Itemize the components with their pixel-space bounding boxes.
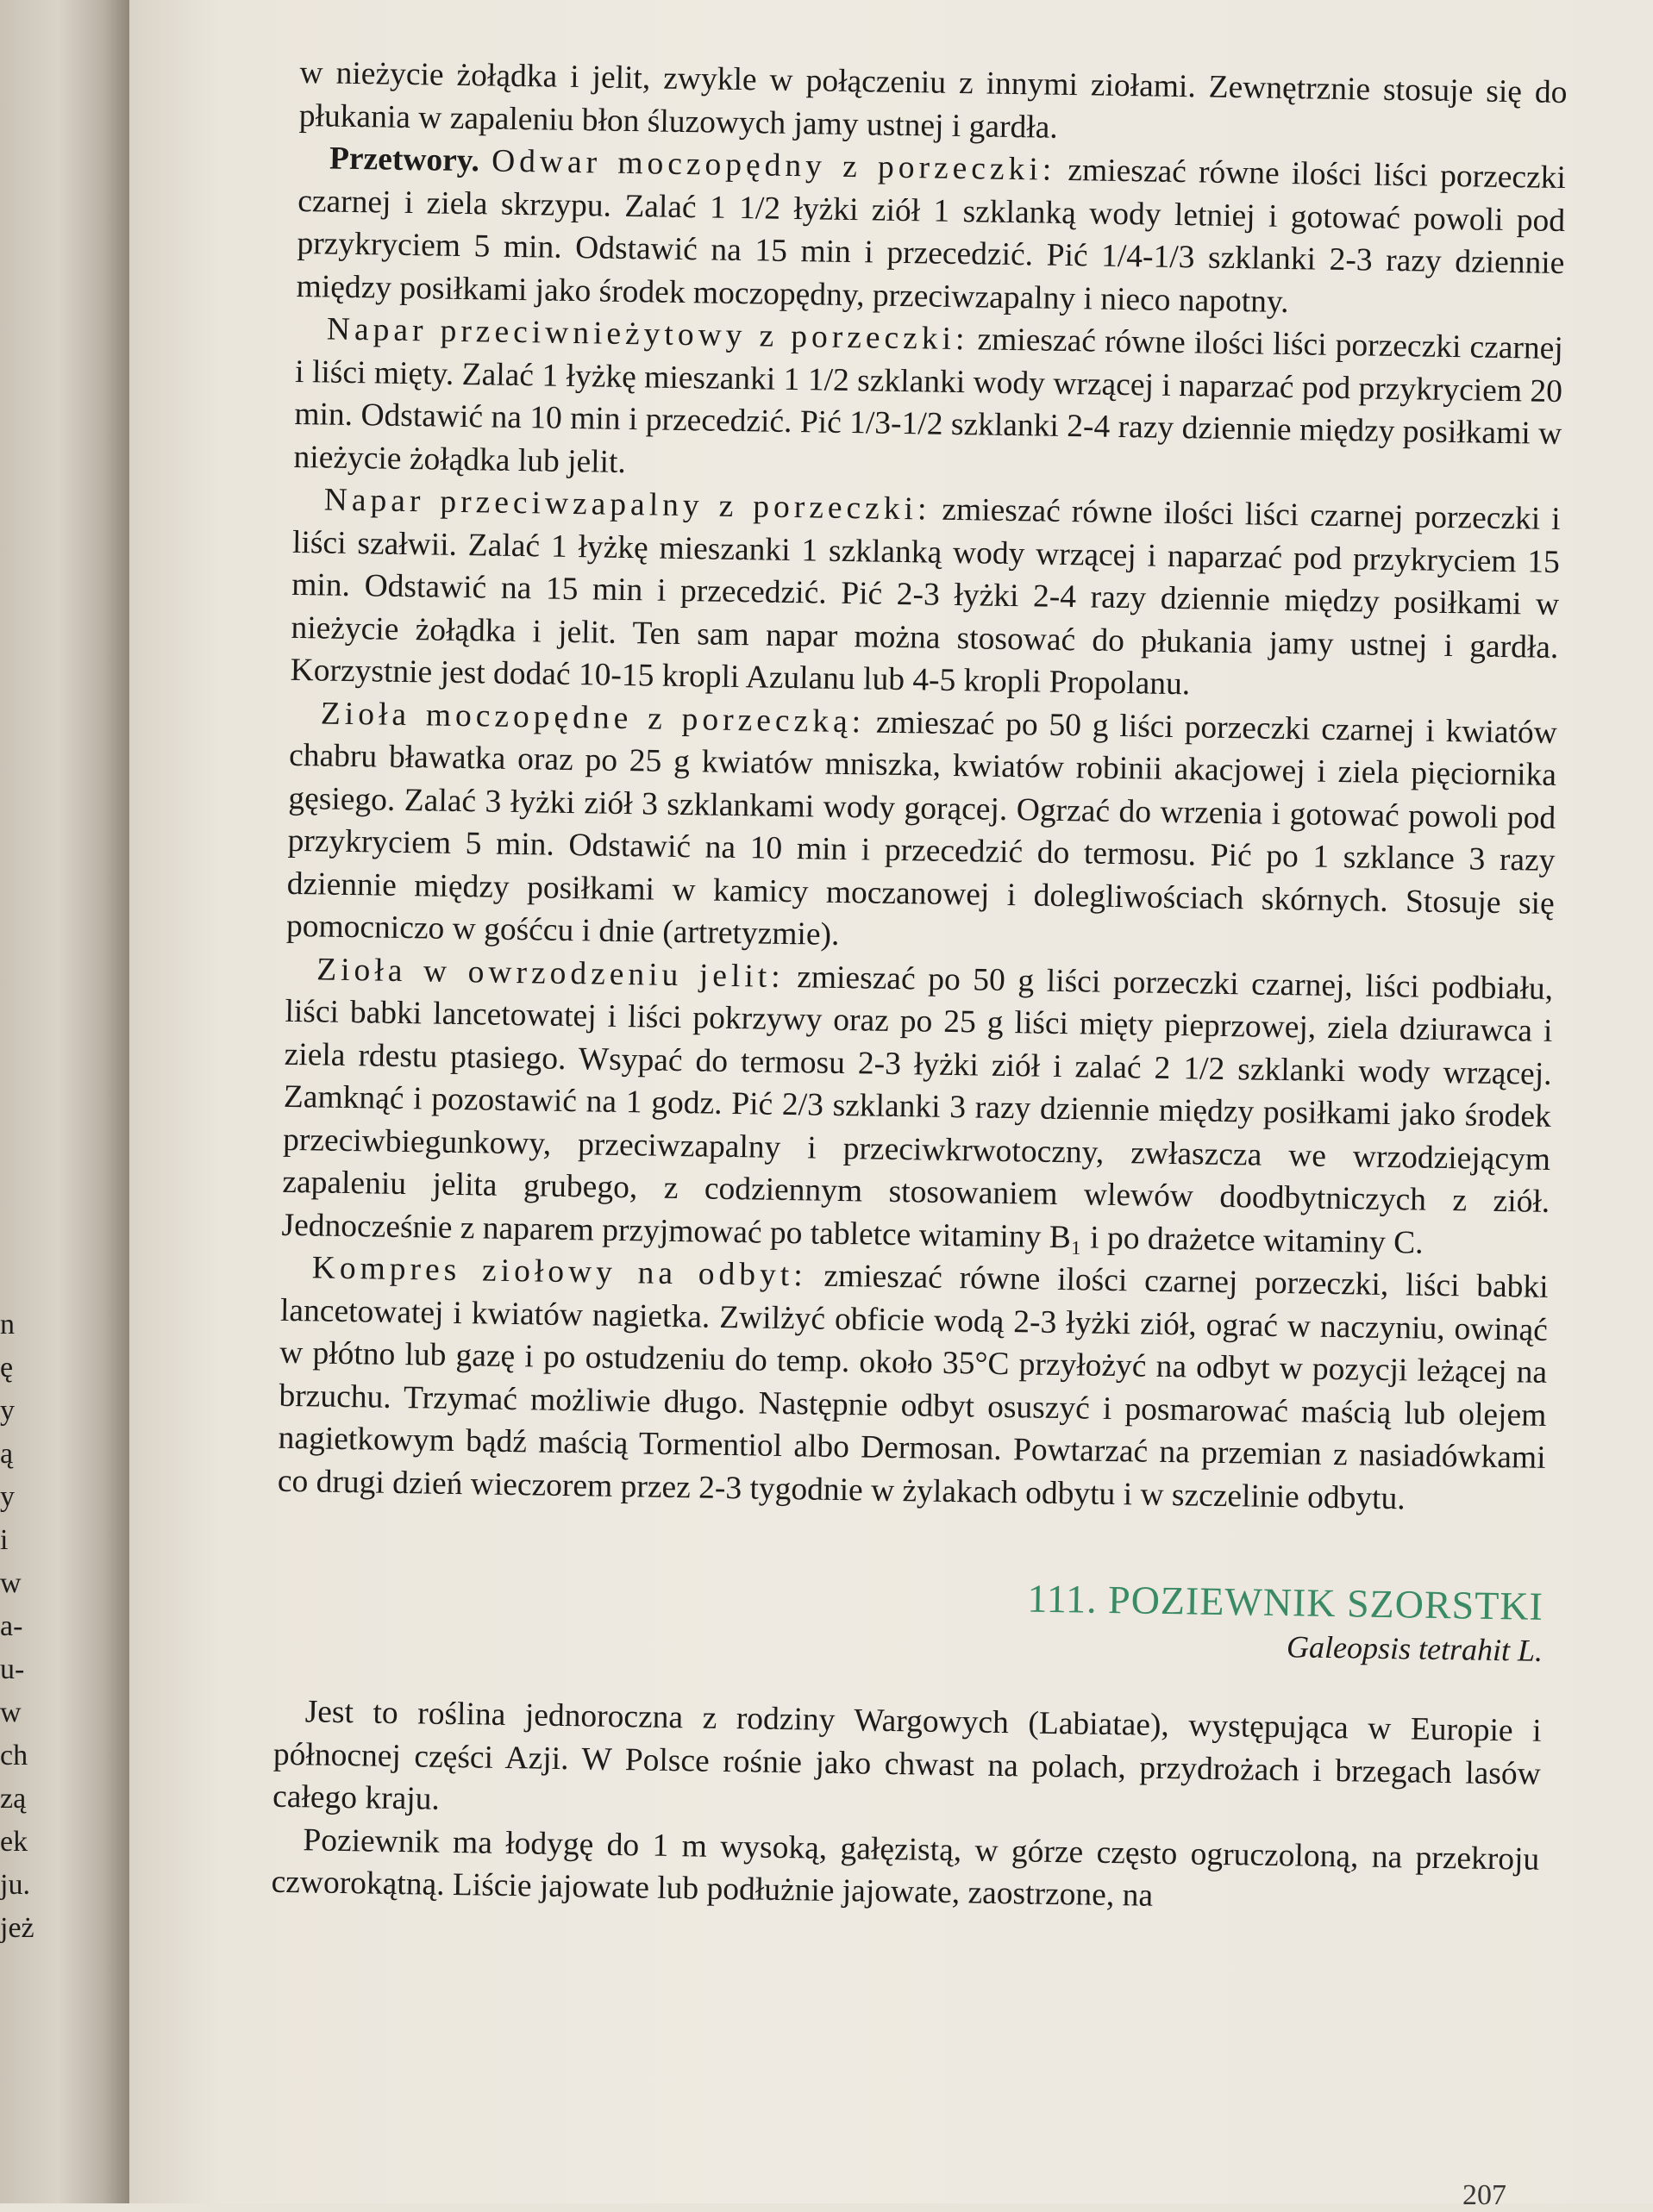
fragment: y xyxy=(0,1395,15,1427)
recipe-title: Napar przeciwnieżytowy z porzeczki: xyxy=(326,311,969,358)
recipe-paragraph xyxy=(286,691,1557,967)
recipe-paragraph xyxy=(278,1247,1549,1522)
recipe-paragraph xyxy=(290,478,1561,712)
fragment: w xyxy=(0,1567,22,1599)
recipe-body: zmieszać równe ilości liści porzeczki czarnej i liści mięty. Zalać 1 łyżkę mieszanki 1 1/2 szklanki wody wrzącej i naparzać pod przykryciem 20 min. Odstawić na 10 min i przecedzić. Pić 1/3-1/2 szklanki 2-4 razy dziennie między posiłkami w nieżycie żołądka lub jelit. xyxy=(293,322,1564,480)
recipe-paragraph xyxy=(296,137,1566,328)
section-title: POZIEWNIK SZORSTKI xyxy=(1107,1577,1544,1628)
fragment: ch xyxy=(0,1740,28,1771)
intro-paragraph: w nieżycie żołądka i jelit, zwykle w połączeniu z innymi ziołami. Zewnętrznie stosuje się do płukania w zapaleniu błon śluzowych jamy ustnej i gardła. xyxy=(298,54,1568,146)
fragment: w xyxy=(0,1696,22,1728)
recipe-body: zmieszać równe ilości liści czarnej porzeczki i liści szałwii. Zalać 1 łyżkę mieszanki 1 szklanką wody wrzącej i naparzać pod przykryciem 15 min. Odstawić na 15 min i przecedzić. Pić 2-3 łyżki 2-4 razy dziennie między posiłkami w nieżycie żołądka i jelit. Ten sam napar można stosować do płukania jamy ustnej i gardła. Korzystnie jest dodać 10-15 kropli Azulanu lub 4-5 kropli Propolanu. xyxy=(290,491,1561,703)
description-paragraph: Poziewnik ma łodygę do 1 m wysoką, gałęzistą, w górze często ogruczoloną, na przekroju czworokątną. Liście jajowate lub podłużnie jajowate, zaostrzone, na xyxy=(271,1821,1540,1914)
fragment: jeż xyxy=(0,1912,34,1944)
page-number: 207 xyxy=(1462,2179,1506,2211)
recipe-title: Zioła w owrzodzeniu jelit: xyxy=(316,951,785,995)
fragment: u- xyxy=(0,1653,25,1685)
recipe-body: zmieszać równe ilości czarnej porzeczki, liści babki lancetowatej i kwiatów nagietka. Zwilżyć obficie wodą 2-3 łyżki ziół, ograć w naczyniu, owinąć w płótno lub gazę i po ostudzeniu do temp. około 35°C przyłożyć na odbyt w pozycji leżącej na brzuchu. Trzymać możliwie długo. Następnie odbyt osuszyć i posmarować maścią lub olejem nagietkowym bądź maścią Tormentiol albo Dermosan. Powtarzać na przemian z nasiadówkami co drugi dzień wieczorem przez 2-3 tygodnie w żylakach odbytu i w szczelinie odbytu. xyxy=(277,1258,1549,1516)
recipe-title: Zioła moczopędne z porzeczką: xyxy=(320,695,866,740)
fragment: a- xyxy=(0,1610,23,1642)
facing-page-fragments xyxy=(0,1310,34,1957)
recipe-body: zmieszać po 50 g liści porzeczki czarnej, liści podbiału, liści babki lancetowatej i liści pokrzywy oraz po 25 g liści mięty pieprzowej, ziela dziurawca i ziela rdestu ptasiego. Wsypać do termosu 2-3 łyżki ziół i zalać 2 1/2 szklanki wody wrzącej. Zamknąć i pozostawić na 1 godz. Pić 2/3 szklanki 3 razy dziennie między posiłkami jako środek przeciwbiegunkowy, przeciwzapalny i przeciwkrwotoczny, zwłaszcza we wrzodziejącym zapaleniu jelita grubego, z codziennym stosowaniem wlewów doodbytniczych z ziół. Jednocześnie z naparem przyjmować po tabletce witaminy B₁ i po drażetce witaminy C. xyxy=(281,959,1554,1261)
facing-page-edge xyxy=(0,0,129,2203)
recipe-paragraph xyxy=(293,308,1563,498)
fragment: zą xyxy=(0,1783,27,1815)
recipe-paragraph xyxy=(281,947,1553,1266)
page-text xyxy=(271,52,1568,1923)
recipe-body: zmieszać po 50 g liści porzeczki czarnej i kwiatów chabru bławatka oraz po 25 g kwiatów mniszka, kwiatów robinii akacjowej i ziela pięciornika gęsiego. Zalać 3 łyżki ziół 3 szklankami wody gorącej. Ogrzać do wrzenia i gotować powoli pod przykryciem 5 min. Odstawić na 10 min i przecedzić do termosu. Pić po 1 szklance 3 razy dziennie między posiłkami w kamicy moczanowej i dolegliwościach skórnych. Stosuje się pomocniczo w gośćcu i dnie (artretyzmie). xyxy=(285,703,1558,953)
recipe-body: zmieszać równe ilości liści porzeczki czarnej i ziela skrzypu. Zalać 1 1/2 łyżki ziół 1 szklanką wody letniej i gotować powoli pod przykryciem 5 min. Odstawić na 15 min i przecedzić. Pić 1/4-1/3 szklanki 2-3 razy dziennie między posiłkami jako środek moczopędny, przeciwzapalny i nieco napotny. xyxy=(296,152,1567,320)
fragment: ę xyxy=(0,1352,14,1384)
section-number: 111. xyxy=(1027,1576,1099,1622)
recipe-title: Odwar moczopędny z porzeczki: xyxy=(491,143,1056,188)
fragment: y xyxy=(0,1481,15,1513)
fragment: i xyxy=(0,1524,9,1556)
latin-species: Galeopsis tetrahit xyxy=(1286,1629,1511,1668)
przetwory-label: Przetwory. xyxy=(329,141,480,179)
fragment: ą xyxy=(0,1438,14,1470)
fragment: n xyxy=(0,1309,15,1340)
fragment: ek xyxy=(0,1826,28,1858)
recipe-title: Napar przeciwzapalny z porzeczki: xyxy=(323,482,931,528)
recipe-title: Kompres ziołowy na odbyt: xyxy=(311,1250,807,1294)
latin-author: L. xyxy=(1517,1633,1543,1668)
fragment: ju. xyxy=(0,1869,30,1901)
description-paragraph: Jest to roślina jednoroczna z rodziny Wargowych (Labiatae), występująca w Europie i północnej części Azji. W Polsce rośnie jako chwast na polach, przydrożach i brzegach lasów całego kraju. xyxy=(272,1694,1542,1817)
